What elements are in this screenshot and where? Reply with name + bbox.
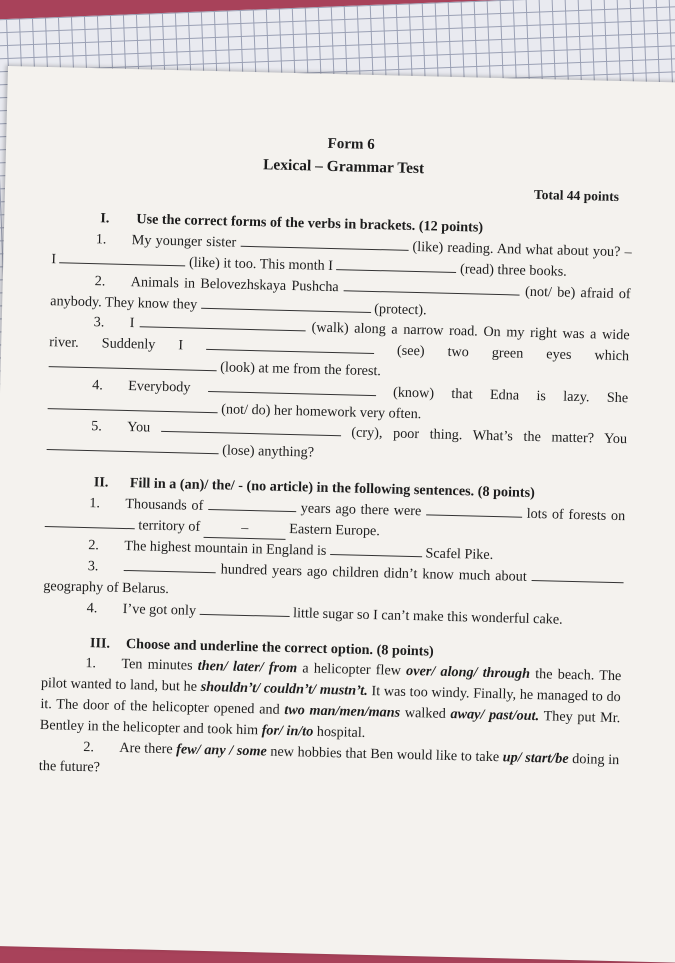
answer-blank[interactable] <box>199 602 289 617</box>
test-content <box>39 127 635 791</box>
item-text: (know) that Edna is lazy. She <box>392 384 629 407</box>
item-text: Ten minutes <box>121 656 193 675</box>
section-1-number: I. <box>100 210 110 227</box>
section-1-title: Use the correct forms of the verbs in brackets. (12 points) <box>136 211 484 237</box>
item-number: 4. <box>86 599 98 617</box>
item-text: You <box>127 419 151 436</box>
answer-blank[interactable] <box>330 542 422 557</box>
form-label: Form 6 <box>327 135 375 153</box>
item-text: the beach. The pilot wanted to land, but he <box>40 666 622 695</box>
item-number: 1. <box>95 231 107 248</box>
answer-blank[interactable] <box>59 250 185 266</box>
item-text: hospital. <box>316 723 366 741</box>
answer-blank[interactable] <box>344 278 520 295</box>
item-text: My younger sister <box>131 232 237 251</box>
section-3-number: III. <box>89 634 111 652</box>
option-group[interactable]: few/ any / some <box>176 740 267 760</box>
answer-blank[interactable] <box>426 502 522 517</box>
answer-blank[interactable] <box>140 315 306 332</box>
answer-blank[interactable] <box>532 568 624 583</box>
item-number: 2. <box>94 272 106 290</box>
handwritten-dash: – <box>241 519 249 536</box>
answer-blank[interactable] <box>124 558 216 573</box>
item-text: Eastern Europe. <box>289 520 381 539</box>
item-text: They put Mr. Bentley in the helicopter and took him <box>39 708 621 739</box>
item-text: years ago there were <box>300 500 422 519</box>
item-text: (like) reading. And what about you? – I <box>51 239 632 268</box>
answer-blank-filled[interactable] <box>203 516 286 540</box>
item-text: (see) two green eyes which <box>396 342 630 365</box>
item-text: Are there <box>119 739 173 757</box>
item-text: Everybody <box>128 377 191 396</box>
option-group[interactable]: two man/men/mans <box>284 701 401 721</box>
answer-blank[interactable] <box>47 437 219 454</box>
item-text: new hobbies that Ben would like to take <box>270 743 500 765</box>
section-3-title: Choose and underline the correct option. (8 points) <box>125 635 434 660</box>
option-group[interactable]: for/ in/to <box>261 722 314 740</box>
item-text: (walk) along a narrow road. On my right was a wide river. Suddenly I <box>49 319 630 354</box>
answer-blank[interactable] <box>49 354 217 371</box>
item-text: walked <box>404 704 447 722</box>
item-text: I’ve got only <box>122 600 197 619</box>
item-text: (protect). <box>374 300 427 318</box>
item-number: 2. <box>83 738 95 755</box>
item-text: hundred years ago children didn’t know much about <box>220 561 527 585</box>
item-text: geography of Belarus. <box>43 577 170 598</box>
item-text: Thousands of <box>125 495 204 514</box>
item-text: doing in the future? <box>38 750 620 776</box>
item-number: 4. <box>92 376 104 394</box>
item-text: (like) it too. This month I <box>188 254 334 274</box>
section-2-number: II. <box>93 474 109 491</box>
option-group[interactable]: shouldn’t/ couldn’t/ mustn’t. <box>200 679 368 700</box>
answer-blank[interactable] <box>45 514 135 529</box>
item-number: 3. <box>87 558 99 575</box>
answer-blank[interactable] <box>336 257 456 273</box>
item-text: The highest mountain in England is <box>124 538 327 560</box>
section-3-item-1 <box>40 652 622 749</box>
item-text: territory of <box>138 516 201 535</box>
option-group[interactable]: then/ later/ from <box>197 658 298 677</box>
item-number: 2. <box>88 537 100 554</box>
item-text: (cry), poor thing. What’s the matter? You <box>351 424 628 448</box>
test-paper <box>0 66 675 963</box>
answer-blank[interactable] <box>48 396 218 413</box>
item-text: (not/ do) her homework very often. <box>221 400 422 422</box>
item-text: (look) at me from the forest. <box>220 359 382 380</box>
option-group[interactable]: over/ along/ through <box>405 663 531 683</box>
answer-blank[interactable] <box>206 337 374 354</box>
item-text: a helicopter flew <box>302 660 402 680</box>
option-group[interactable]: up/ start/be <box>502 748 569 767</box>
section-2-title: Fill in a (an)/ the/ - (no article) in the following sentences. (8 points) <box>129 475 536 501</box>
item-text: (lose) anything? <box>222 442 315 461</box>
item-text: (not/ be) afraid of anybody. They know they <box>50 283 631 313</box>
item-text: (read) three books. <box>459 261 567 280</box>
total-points: Total 44 points <box>533 186 620 204</box>
item-text: I <box>129 315 135 332</box>
test-title: Lexical – Grammar Test <box>262 156 425 177</box>
item-text: Scafel Pike. <box>425 545 494 564</box>
answer-blank[interactable] <box>208 379 376 396</box>
item-text: little sugar so I can’t make this wonderful cake. <box>292 604 563 628</box>
item-number: 1. <box>89 494 101 512</box>
answer-blank[interactable] <box>240 234 408 251</box>
answer-blank[interactable] <box>208 497 296 512</box>
answer-blank[interactable] <box>161 419 341 436</box>
item-text: It was too windy. Finally, he managed to do it. The door of the helicopter opened and <box>40 683 621 718</box>
item-number: 5. <box>91 418 103 435</box>
item-text: Animals in Belovezhskaya Pushcha <box>130 273 339 295</box>
answer-blank[interactable] <box>201 295 371 312</box>
item-number: 1. <box>85 655 97 672</box>
option-group[interactable]: away/ past/out. <box>450 705 540 725</box>
item-text: lots of forests on <box>526 505 626 524</box>
item-number: 3. <box>93 314 105 331</box>
